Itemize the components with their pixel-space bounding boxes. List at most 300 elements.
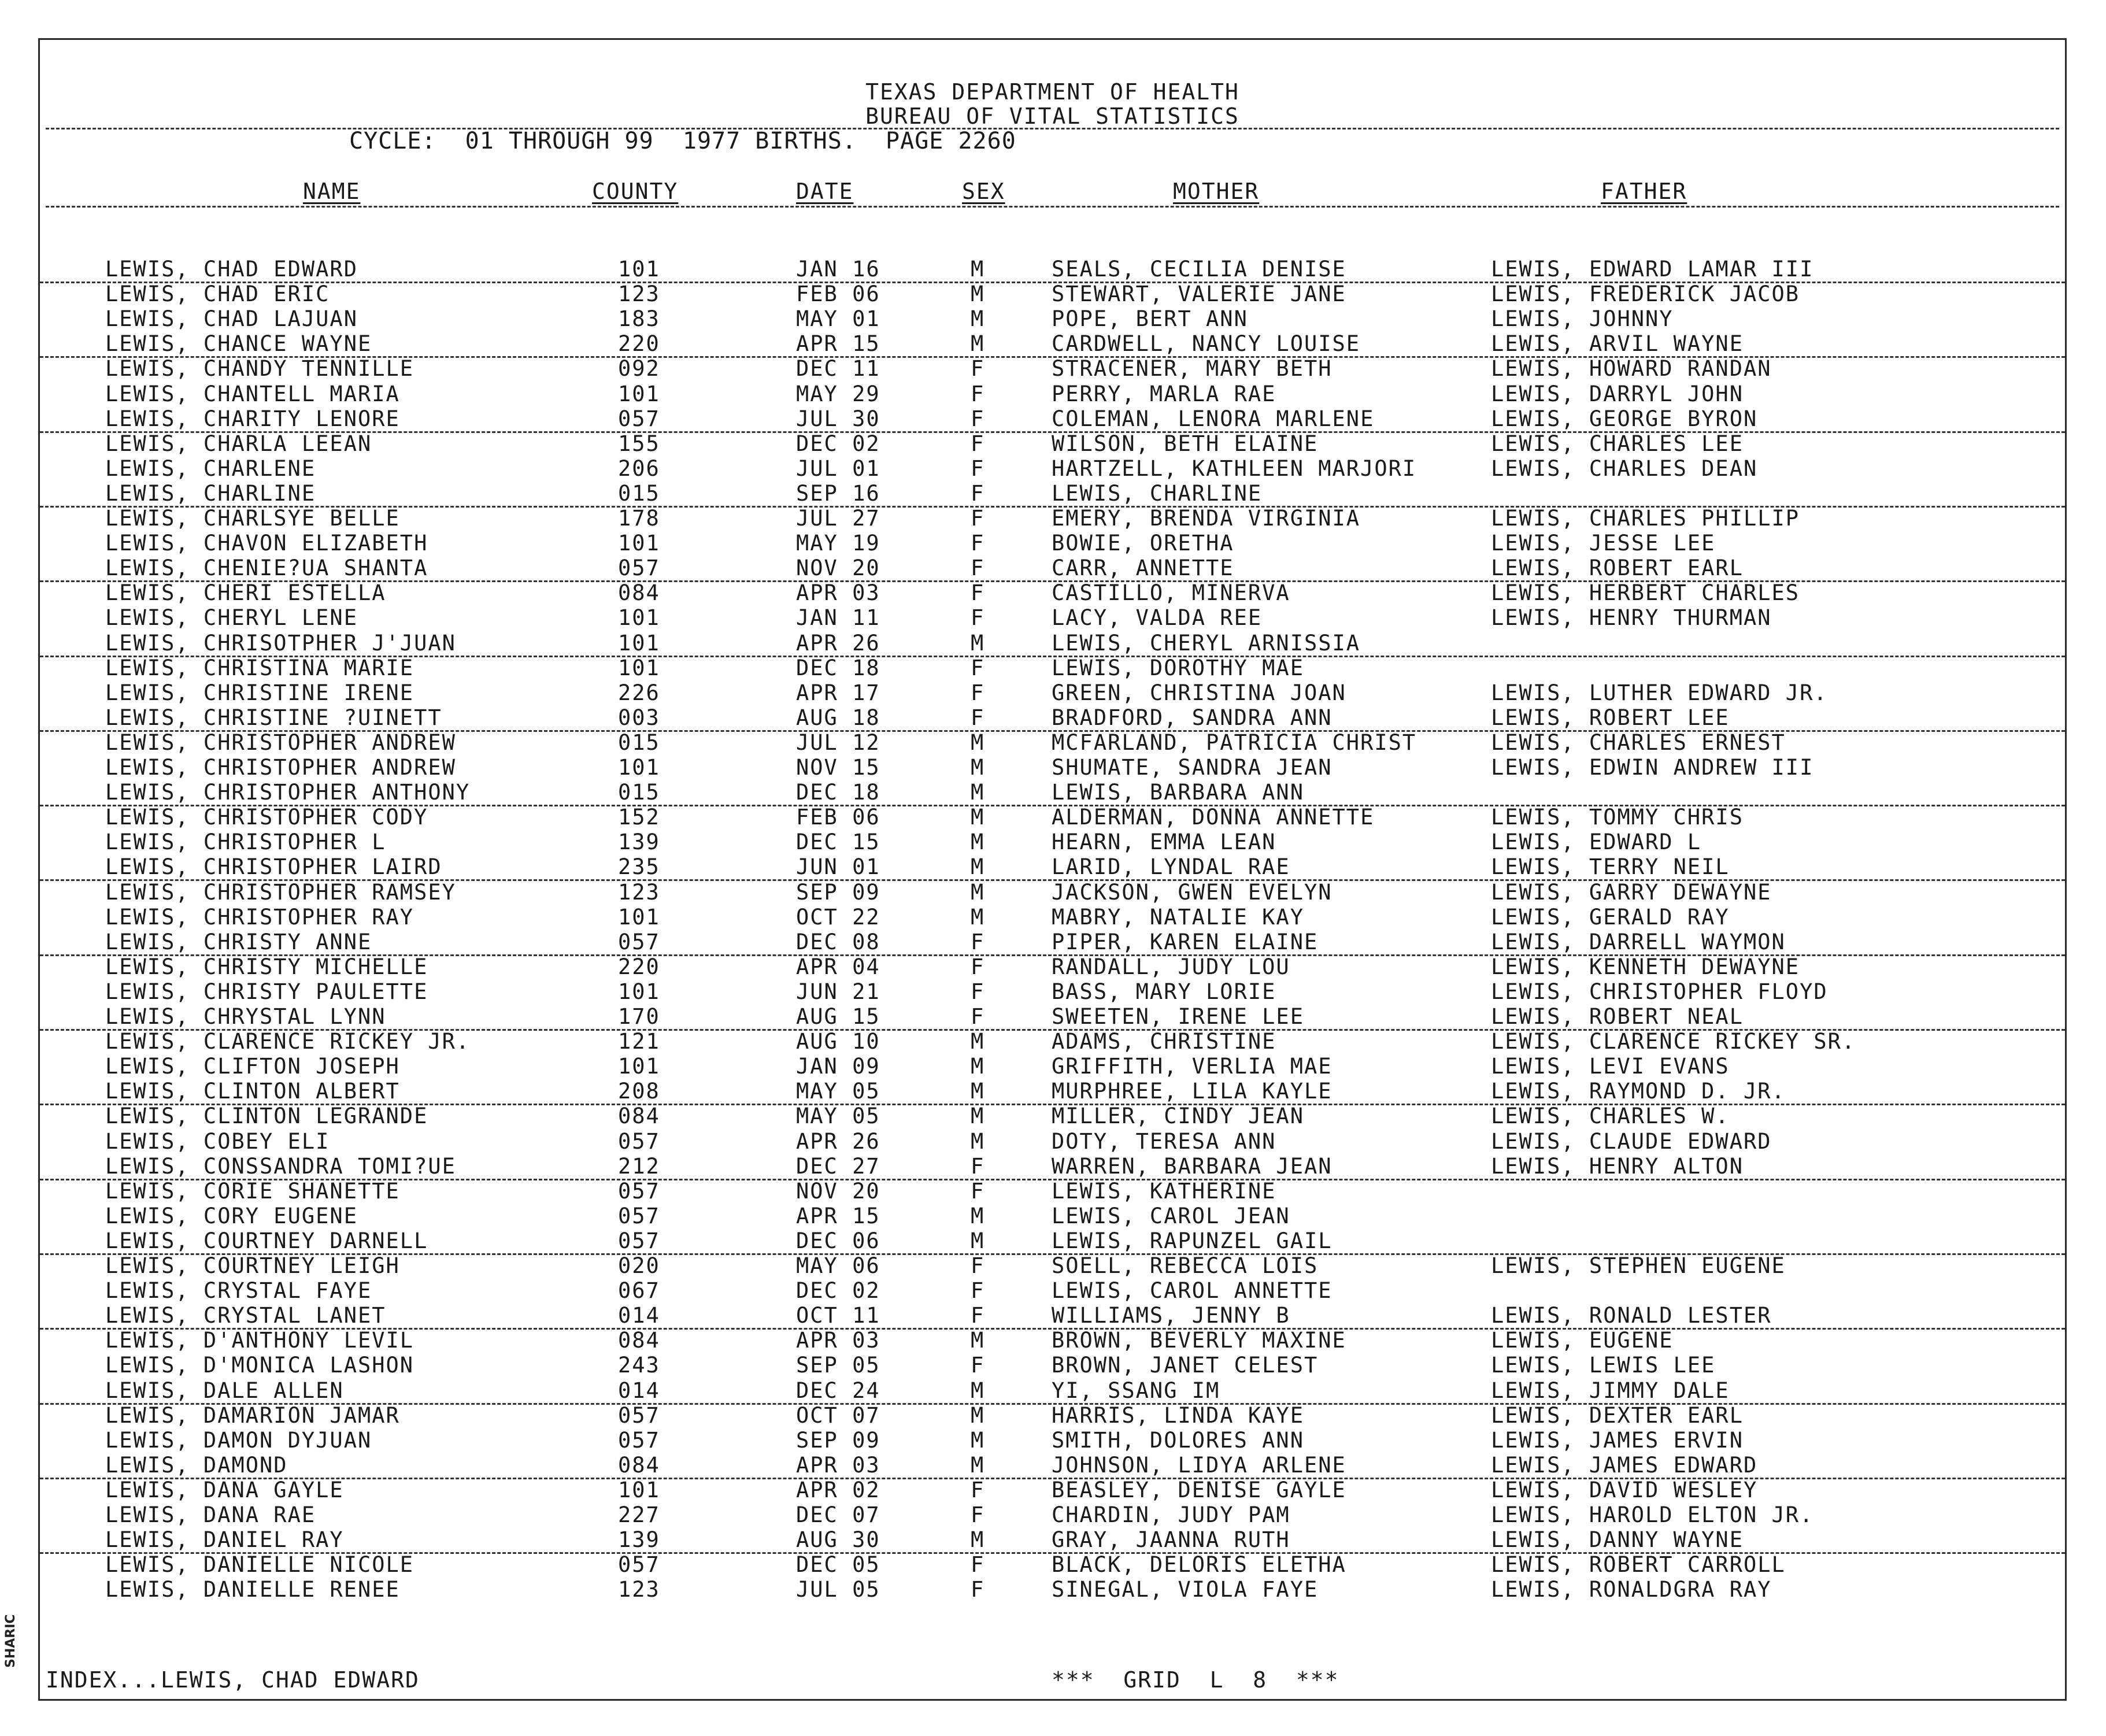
cell-date: APR 04: [796, 954, 880, 979]
cell-date: APR 03: [796, 580, 880, 605]
cell-date: SEP 09: [796, 880, 880, 905]
cell-county: 220: [618, 331, 660, 356]
table-row: [40, 1129, 2065, 1154]
cell-name: LEWIS, CHRISTINE IRENE: [105, 680, 414, 705]
cell-county: 101: [618, 605, 660, 630]
cell-sex: M: [971, 257, 985, 282]
cell-father: LEWIS, ROBERT CARROLL: [1491, 1552, 1786, 1577]
cell-date: APR 15: [796, 331, 880, 356]
cell-father: LEWIS, HENRY ALTON: [1491, 1154, 1744, 1179]
cell-sex: F: [971, 1577, 985, 1602]
cell-father: LEWIS, EUGENE: [1491, 1328, 1674, 1353]
cell-county: 057: [618, 1179, 660, 1204]
cell-date: MAY 01: [796, 306, 880, 331]
cell-county: 139: [618, 830, 660, 854]
cell-date: OCT 22: [796, 905, 880, 930]
cell-date: APR 26: [796, 631, 880, 656]
table-row: [40, 1353, 2065, 1378]
cell-county: 057: [618, 1129, 660, 1154]
cell-sex: M: [971, 1428, 985, 1453]
cell-father: LEWIS, JESSE LEE: [1491, 531, 1716, 556]
cell-father: LEWIS, JIMMY DALE: [1491, 1378, 1730, 1403]
cell-name: LEWIS, COURTNEY DARNELL: [105, 1228, 428, 1253]
cell-date: JAN 09: [796, 1054, 880, 1079]
cell-name: LEWIS, CHRISTINE ?UINETT: [105, 705, 442, 730]
cell-sex: M: [971, 1453, 985, 1478]
cell-mother: LEWIS, CAROL ANNETTE: [1052, 1278, 1333, 1303]
cell-date: JUL 30: [796, 406, 880, 431]
cell-sex: F: [971, 1004, 985, 1029]
cell-mother: LEWIS, KATHERINE: [1052, 1179, 1276, 1204]
cell-mother: MCFARLAND, PATRICIA CHRIST: [1052, 730, 1417, 755]
cell-name: LEWIS, CHRISOTPHER J'JUAN: [105, 631, 456, 656]
cell-sex: M: [971, 1403, 985, 1428]
cell-name: LEWIS, DAMON DYJUAN: [105, 1428, 372, 1453]
cell-date: MAY 19: [796, 531, 880, 556]
cell-mother: BLACK, DELORIS ELETHA: [1052, 1552, 1346, 1577]
cell-date: DEC 27: [796, 1154, 880, 1179]
cell-sex: M: [971, 306, 985, 331]
cell-sex: F: [971, 1353, 985, 1378]
cell-father: LEWIS, ROBERT EARL: [1491, 556, 1744, 580]
cell-name: LEWIS, CHARLSYE BELLE: [105, 506, 400, 531]
table-row: [40, 331, 2065, 358]
cell-sex: M: [971, 331, 985, 356]
cell-date: NOV 15: [796, 755, 880, 780]
cell-county: 067: [618, 1278, 660, 1303]
cell-sex: F: [971, 1478, 985, 1502]
cell-mother: DOTY, TERESA ANN: [1052, 1129, 1276, 1154]
cell-county: 101: [618, 1478, 660, 1502]
cell-county: 084: [618, 580, 660, 605]
cell-name: LEWIS, DANIEL RAY: [105, 1527, 344, 1552]
table-row: [40, 930, 2065, 956]
cell-father: LEWIS, DANNY WAYNE: [1491, 1527, 1744, 1552]
cell-name: LEWIS, CHRISTY ANNE: [105, 930, 372, 954]
cell-date: NOV 20: [796, 556, 880, 580]
cell-county: 015: [618, 481, 660, 506]
cell-sex: M: [971, 1527, 985, 1552]
cell-sex: M: [971, 1378, 985, 1403]
cell-county: 057: [618, 1403, 660, 1428]
cell-county: 101: [618, 257, 660, 282]
cell-sex: M: [971, 805, 985, 830]
cell-sex: F: [971, 456, 985, 481]
table-row: [40, 1552, 2065, 1577]
cell-county: 101: [618, 755, 660, 780]
table-row: [40, 705, 2065, 732]
cell-mother: STRACENER, MARY BETH: [1052, 356, 1333, 381]
cell-sex: M: [971, 1129, 985, 1154]
cell-sex: F: [971, 1179, 985, 1204]
cell-mother: SWEETEN, IRENE LEE: [1052, 1004, 1304, 1029]
cell-name: LEWIS, CHARITY LENORE: [105, 406, 400, 431]
cell-mother: JOHNSON, LIDYA ARLENE: [1052, 1453, 1346, 1478]
table-row: [40, 656, 2065, 680]
cell-father: LEWIS, GEORGE BYRON: [1491, 406, 1758, 431]
table-row: [40, 1228, 2065, 1255]
cell-county: 226: [618, 680, 660, 705]
cell-county: 206: [618, 456, 660, 481]
table-row: [40, 1154, 2065, 1180]
cell-father: LEWIS, CHARLES LEE: [1491, 431, 1744, 456]
cell-mother: RANDALL, JUDY LOU: [1052, 954, 1290, 979]
cell-father: LEWIS, LEVI EVANS: [1491, 1054, 1730, 1079]
table-row: [40, 431, 2065, 456]
cell-date: SEP 05: [796, 1353, 880, 1378]
cell-mother: BOWIE, ORETHA: [1052, 531, 1234, 556]
cell-father: LEWIS, STEPHEN EUGENE: [1491, 1253, 1786, 1278]
cell-father: LEWIS, EDWARD LAMAR III: [1491, 257, 1814, 282]
cell-sex: F: [971, 1154, 985, 1179]
cell-mother: CARR, ANNETTE: [1052, 556, 1234, 580]
cell-county: 101: [618, 382, 660, 406]
cell-county: 092: [618, 356, 660, 381]
cell-county: 057: [618, 406, 660, 431]
cell-sex: M: [971, 631, 985, 656]
cell-father: LEWIS, ROBERT NEAL: [1491, 1004, 1744, 1029]
cell-sex: F: [971, 356, 985, 381]
col-date-header: DATE: [796, 179, 854, 204]
cell-father: LEWIS, CHARLES PHILLIP: [1491, 506, 1800, 531]
cell-sex: M: [971, 854, 985, 879]
table-row: [40, 1403, 2065, 1428]
cell-name: LEWIS, CHANCE WAYNE: [105, 331, 372, 356]
cell-father: LEWIS, CLARENCE RICKEY SR.: [1491, 1029, 1856, 1054]
cell-father: LEWIS, KENNETH DEWAYNE: [1491, 954, 1800, 979]
table-row: [40, 905, 2065, 930]
cell-sex: F: [971, 431, 985, 456]
cell-mother: POPE, BERT ANN: [1052, 306, 1248, 331]
cell-county: 123: [618, 282, 660, 306]
cell-county: 057: [618, 930, 660, 954]
cell-county: 139: [618, 1527, 660, 1552]
cell-date: SEP 16: [796, 481, 880, 506]
table-row: [40, 506, 2065, 531]
cell-sex: F: [971, 979, 985, 1004]
cell-county: 152: [618, 805, 660, 830]
cell-date: APR 17: [796, 680, 880, 705]
cell-mother: MABRY, NATALIE KAY: [1052, 905, 1304, 930]
cell-date: FEB 06: [796, 805, 880, 830]
cell-father: LEWIS, ROBERT LEE: [1491, 705, 1730, 730]
cell-county: 101: [618, 979, 660, 1004]
cell-date: MAY 05: [796, 1079, 880, 1104]
cell-county: 155: [618, 431, 660, 456]
cell-father: LEWIS, LUTHER EDWARD JR.: [1491, 680, 1828, 705]
cell-sex: F: [971, 1303, 985, 1328]
cell-name: LEWIS, D'ANTHONY LEVIL: [105, 1328, 414, 1353]
cell-sex: F: [971, 930, 985, 954]
cell-name: LEWIS, CHARLA LEEAN: [105, 431, 372, 456]
cell-county: 003: [618, 705, 660, 730]
cell-mother: BROWN, JANET CELEST: [1052, 1353, 1319, 1378]
cell-date: JUL 27: [796, 506, 880, 531]
cell-sex: M: [971, 1054, 985, 1079]
cell-county: 101: [618, 1054, 660, 1079]
cell-mother: COLEMAN, LENORA MARLENE: [1052, 406, 1375, 431]
cell-mother: LEWIS, CHARLINE: [1052, 481, 1263, 506]
table-row: [40, 1502, 2065, 1527]
cell-father: LEWIS, CHARLES DEAN: [1491, 456, 1758, 481]
cell-sex: F: [971, 1552, 985, 1577]
cell-mother: GREEN, CHRISTINA JOAN: [1052, 680, 1346, 705]
cell-mother: MILLER, CINDY JEAN: [1052, 1104, 1304, 1128]
cell-father: LEWIS, DARRYL JOHN: [1491, 382, 1744, 406]
cell-date: APR 15: [796, 1204, 880, 1228]
cell-father: LEWIS, HENRY THURMAN: [1491, 605, 1772, 630]
cell-county: 014: [618, 1378, 660, 1403]
table-row: [40, 1054, 2065, 1079]
cell-sex: F: [971, 382, 985, 406]
cell-mother: YI, SSANG IM: [1052, 1378, 1220, 1403]
cell-name: LEWIS, CHRISTOPHER L: [105, 830, 386, 854]
cell-name: LEWIS, CONSSANDRA TOMI?UE: [105, 1154, 456, 1179]
cell-mother: WILSON, BETH ELAINE: [1052, 431, 1319, 456]
cell-sex: M: [971, 780, 985, 805]
cell-county: 101: [618, 531, 660, 556]
bureau-title: BUREAU OF VITAL STATISTICS: [865, 103, 1239, 129]
cell-sex: M: [971, 1029, 985, 1054]
table-row: [40, 1478, 2065, 1502]
cell-mother: LEWIS, DOROTHY MAE: [1052, 656, 1304, 680]
table-row: [40, 730, 2065, 755]
cell-date: JUL 01: [796, 456, 880, 481]
cell-mother: WILLIAMS, JENNY B: [1052, 1303, 1290, 1328]
cell-date: DEC 18: [796, 656, 880, 680]
cell-mother: SINEGAL, VIOLA FAYE: [1052, 1577, 1319, 1602]
cell-date: APR 02: [796, 1478, 880, 1502]
table-row: [40, 1378, 2065, 1405]
table-row: [40, 1104, 2065, 1128]
table-row: [40, 1303, 2065, 1330]
table-row: [40, 830, 2065, 854]
cell-sex: M: [971, 830, 985, 854]
cell-mother: HARRIS, LINDA KAYE: [1052, 1403, 1304, 1428]
table-row: [40, 805, 2065, 830]
cell-date: JUN 21: [796, 979, 880, 1004]
table-row: [40, 1328, 2065, 1353]
cell-date: OCT 07: [796, 1403, 880, 1428]
cell-father: LEWIS, DAVID WESLEY: [1491, 1478, 1758, 1502]
cell-mother: BRADFORD, SANDRA ANN: [1052, 705, 1333, 730]
cell-county: 057: [618, 556, 660, 580]
cell-county: 015: [618, 730, 660, 755]
cell-sex: F: [971, 1502, 985, 1527]
cell-father: LEWIS, RONALDGRA RAY: [1491, 1577, 1772, 1602]
cell-mother: STEWART, VALERIE JANE: [1052, 282, 1346, 306]
cell-county: 101: [618, 905, 660, 930]
cell-sex: F: [971, 1278, 985, 1303]
cell-name: LEWIS, CHRISTOPHER LAIRD: [105, 854, 442, 879]
cell-name: LEWIS, DANA GAYLE: [105, 1478, 344, 1502]
cell-mother: BROWN, BEVERLY MAXINE: [1052, 1328, 1346, 1353]
table-row: [40, 854, 2065, 881]
cell-sex: M: [971, 282, 985, 306]
cell-father: LEWIS, EDWIN ANDREW III: [1491, 755, 1814, 780]
cell-date: DEC 18: [796, 780, 880, 805]
cell-name: LEWIS, CHERI ESTELLA: [105, 580, 386, 605]
cell-date: FEB 06: [796, 282, 880, 306]
cell-county: 084: [618, 1453, 660, 1478]
table-row: [40, 531, 2065, 556]
cell-mother: PERRY, MARLA RAE: [1052, 382, 1276, 406]
cell-father: LEWIS, JOHNNY: [1491, 306, 1674, 331]
cell-father: LEWIS, CHARLES ERNEST: [1491, 730, 1786, 755]
cell-name: LEWIS, CHRISTY PAULETTE: [105, 979, 428, 1004]
cell-date: DEC 24: [796, 1378, 880, 1403]
cell-name: LEWIS, COURTNEY LEIGH: [105, 1253, 400, 1278]
col-name-header: NAME: [303, 179, 361, 204]
cell-father: LEWIS, HOWARD RANDAN: [1491, 356, 1772, 381]
cell-county: 183: [618, 306, 660, 331]
cell-mother: CARDWELL, NANCY LOUISE: [1052, 331, 1361, 356]
table-row: [40, 1204, 2065, 1228]
table-row: [40, 631, 2065, 657]
table-row: [40, 1278, 2065, 1303]
cell-mother: EMERY, BRENDA VIRGINIA: [1052, 506, 1361, 531]
cell-mother: LACY, VALDA REE: [1052, 605, 1263, 630]
cell-county: 227: [618, 1502, 660, 1527]
cell-county: 020: [618, 1253, 660, 1278]
table-row: [40, 356, 2065, 381]
cell-name: LEWIS, CLIFTON JOSEPH: [105, 1054, 400, 1079]
cell-father: LEWIS, CHRISTOPHER FLOYD: [1491, 979, 1828, 1004]
table-row: [40, 580, 2065, 605]
table-row: [40, 382, 2065, 406]
cell-sex: F: [971, 556, 985, 580]
cell-father: LEWIS, RAYMOND D. JR.: [1491, 1079, 1786, 1104]
table-row: [40, 780, 2065, 806]
table-row: [40, 1577, 2065, 1602]
cell-name: LEWIS, CHRISTY MICHELLE: [105, 954, 428, 979]
cell-name: LEWIS, CHAVON ELIZABETH: [105, 531, 428, 556]
cell-sex: M: [971, 880, 985, 905]
cell-mother: JACKSON, GWEN EVELYN: [1052, 880, 1333, 905]
cell-county: 057: [618, 1428, 660, 1453]
cell-name: LEWIS, CHRISTINA MARIE: [105, 656, 414, 680]
cell-date: AUG 30: [796, 1527, 880, 1552]
cell-county: 121: [618, 1029, 660, 1054]
table-row: [40, 282, 2065, 306]
cell-name: LEWIS, CHARLENE: [105, 456, 316, 481]
col-county-header: COUNTY: [592, 179, 679, 204]
cell-date: DEC 02: [796, 1278, 880, 1303]
cell-date: MAY 29: [796, 382, 880, 406]
department-title: TEXAS DEPARTMENT OF HEALTH: [865, 79, 1239, 105]
cell-county: 101: [618, 656, 660, 680]
cell-mother: SHUMATE, SANDRA JEAN: [1052, 755, 1333, 780]
table-row: [40, 1004, 2065, 1031]
cell-date: OCT 11: [796, 1303, 880, 1328]
cell-name: LEWIS, DAMOND: [105, 1453, 288, 1478]
cell-date: DEC 06: [796, 1228, 880, 1253]
cell-county: 057: [618, 1228, 660, 1253]
cell-name: LEWIS, COBEY ELI: [105, 1129, 330, 1154]
cell-name: LEWIS, CHANDY TENNILLE: [105, 356, 414, 381]
cell-county: 084: [618, 1104, 660, 1128]
cell-date: DEC 15: [796, 830, 880, 854]
table-row: [40, 880, 2065, 905]
cycle-line: CYCLE: 01 THROUGH 99 1977 BIRTHS. PAGE 2260: [349, 128, 1016, 154]
table-row: [40, 257, 2065, 283]
cell-sex: M: [971, 1228, 985, 1253]
cell-father: LEWIS, JAMES ERVIN: [1491, 1428, 1744, 1453]
cell-father: LEWIS, CHARLES W.: [1491, 1104, 1730, 1128]
cell-mother: LEWIS, BARBARA ANN: [1052, 780, 1304, 805]
cell-name: LEWIS, CHAD ERIC: [105, 282, 330, 306]
cell-date: JUL 12: [796, 730, 880, 755]
cell-sex: M: [971, 1204, 985, 1228]
cell-father: LEWIS, HERBERT CHARLES: [1491, 580, 1800, 605]
cell-name: LEWIS, DANA RAE: [105, 1502, 316, 1527]
cell-sex: F: [971, 406, 985, 431]
cell-name: LEWIS, CLARENCE RICKEY JR.: [105, 1029, 471, 1054]
cell-name: LEWIS, D'MONICA LASHON: [105, 1353, 414, 1378]
table-row: [40, 1253, 2065, 1278]
cell-county: 084: [618, 1328, 660, 1353]
cell-mother: LEWIS, RAPUNZEL GAIL: [1052, 1228, 1333, 1253]
cell-name: LEWIS, CHRYSTAL LYNN: [105, 1004, 386, 1029]
cell-name: LEWIS, DANIELLE NICOLE: [105, 1552, 414, 1577]
side-stamp: SHARIC: [3, 1614, 18, 1668]
table-row: [40, 306, 2065, 331]
cell-sex: M: [971, 1104, 985, 1128]
cell-county: 123: [618, 1577, 660, 1602]
table-row: [40, 755, 2065, 780]
cell-name: LEWIS, CHARLINE: [105, 481, 316, 506]
cell-name: LEWIS, CORIE SHANETTE: [105, 1179, 400, 1204]
cell-date: JUL 05: [796, 1577, 880, 1602]
cell-name: LEWIS, CHRISTOPHER RAMSEY: [105, 880, 456, 905]
cell-date: JAN 16: [796, 257, 880, 282]
cell-father: LEWIS, RONALD LESTER: [1491, 1303, 1772, 1328]
cell-mother: HARTZELL, KATHLEEN MARJORI: [1052, 456, 1417, 481]
table-row: [40, 556, 2065, 582]
cell-name: LEWIS, CHRISTOPHER CODY: [105, 805, 428, 830]
cell-county: 101: [618, 631, 660, 656]
cell-sex: F: [971, 531, 985, 556]
cell-date: APR 26: [796, 1129, 880, 1154]
cell-father: LEWIS, DEXTER EARL: [1491, 1403, 1744, 1428]
cell-sex: F: [971, 605, 985, 630]
table-row: [40, 1428, 2065, 1453]
cell-date: DEC 02: [796, 431, 880, 456]
cell-name: LEWIS, CHRISTOPHER ANDREW: [105, 755, 456, 780]
cell-father: LEWIS, TOMMY CHRIS: [1491, 805, 1744, 830]
cell-mother: SMITH, DOLORES ANN: [1052, 1428, 1304, 1453]
cell-date: AUG 15: [796, 1004, 880, 1029]
cell-county: 178: [618, 506, 660, 531]
cell-mother: LEWIS, CHERYL ARNISSIA: [1052, 631, 1361, 656]
cell-date: MAY 06: [796, 1253, 880, 1278]
cell-name: LEWIS, CHRISTOPHER ANDREW: [105, 730, 456, 755]
cell-mother: LEWIS, CAROL JEAN: [1052, 1204, 1290, 1228]
cell-county: 014: [618, 1303, 660, 1328]
cell-county: 057: [618, 1552, 660, 1577]
cell-sex: M: [971, 1328, 985, 1353]
cell-mother: ALDERMAN, DONNA ANNETTE: [1052, 805, 1375, 830]
cell-mother: SOELL, REBECCA LOIS: [1052, 1253, 1319, 1278]
table-row: [40, 1453, 2065, 1479]
cell-sex: F: [971, 680, 985, 705]
cell-date: AUG 18: [796, 705, 880, 730]
cell-date: NOV 20: [796, 1179, 880, 1204]
cell-county: 243: [618, 1353, 660, 1378]
cell-father: LEWIS, TERRY NEIL: [1491, 854, 1730, 879]
cell-name: LEWIS, DANIELLE RENEE: [105, 1577, 400, 1602]
cell-date: APR 03: [796, 1328, 880, 1353]
